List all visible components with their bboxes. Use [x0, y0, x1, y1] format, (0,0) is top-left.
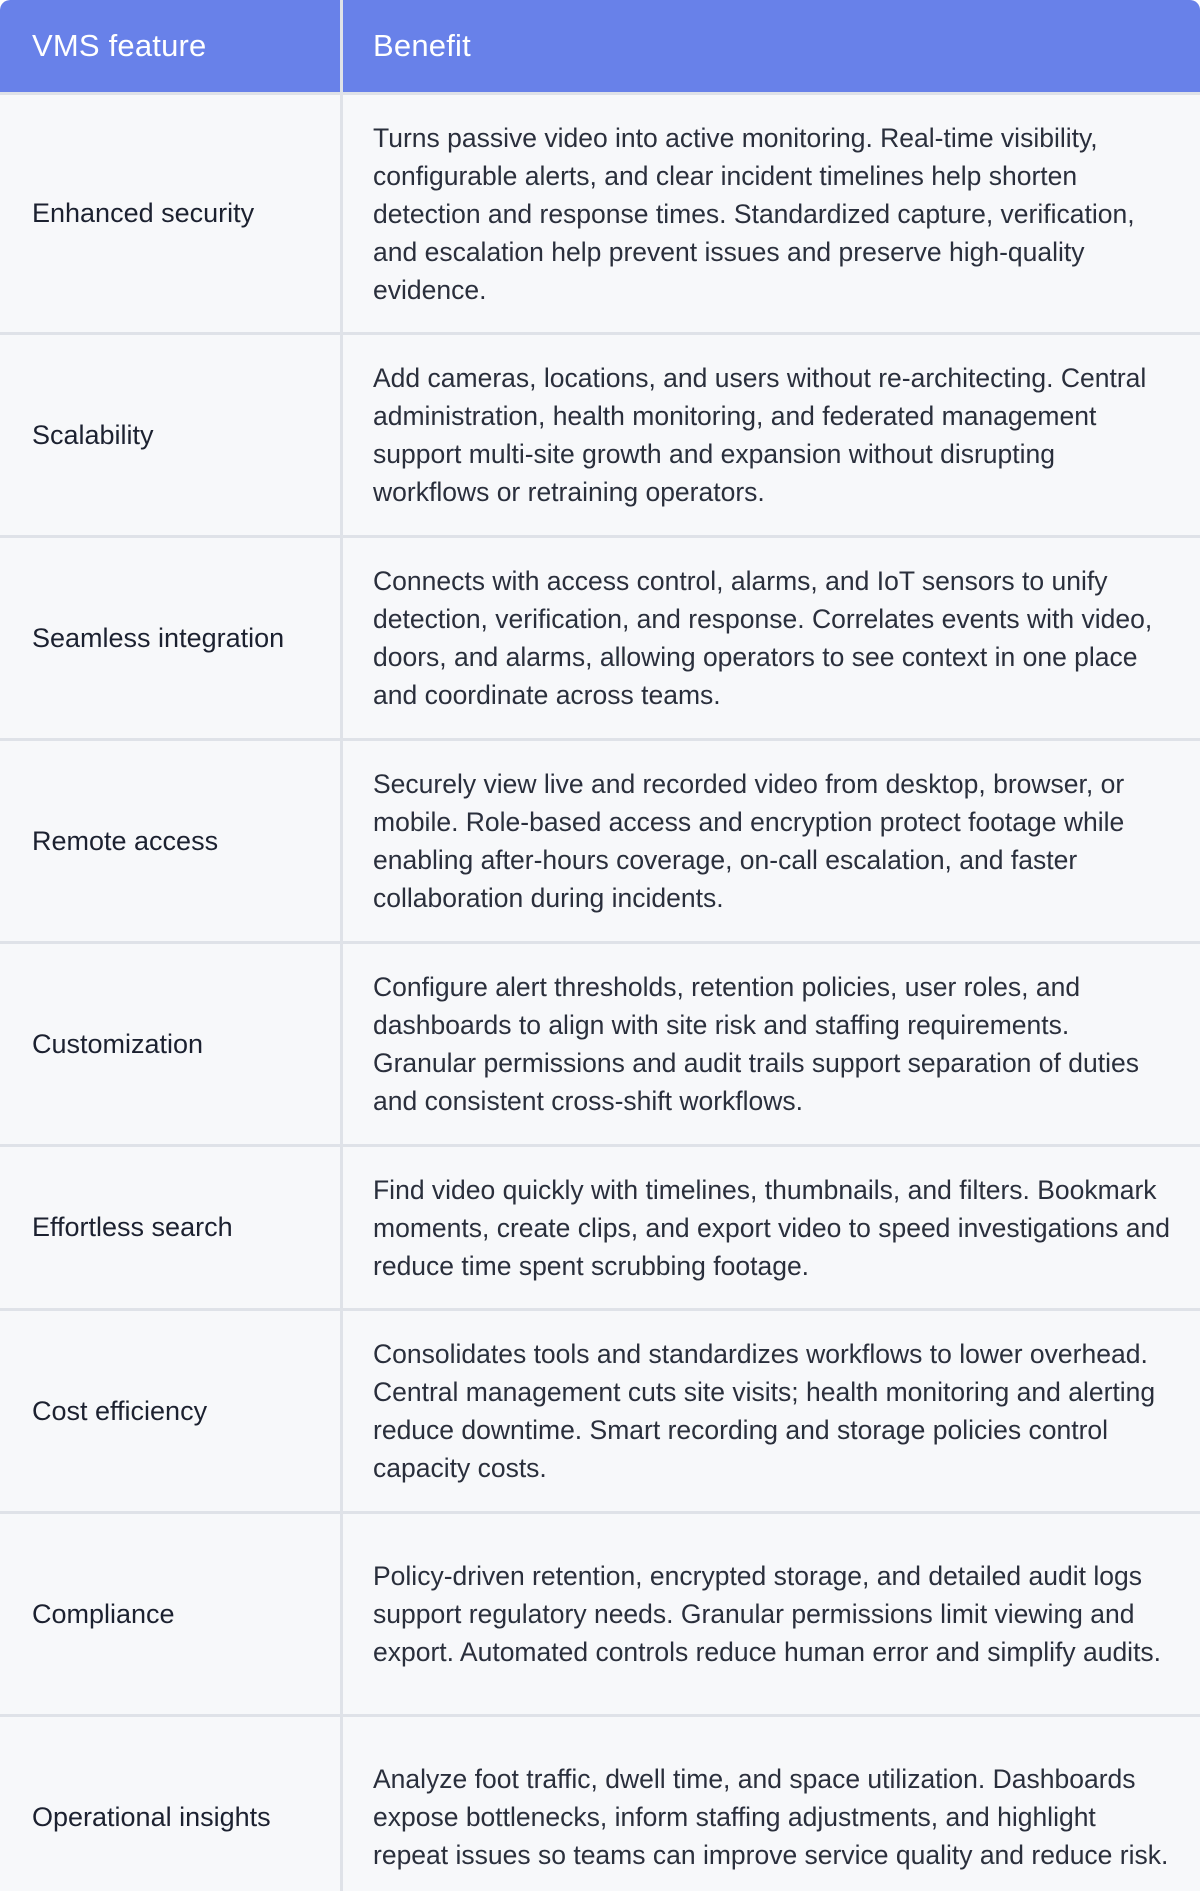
- benefit-cell: Turns passive video into active monitoring. Real-time visibility, configurable alerts, and clear incident timelines help shorten detection and response times. Standardized capture, verification, and escalation help prevent issues and preserve high-quality evidence.: [343, 95, 1200, 332]
- benefit-cell: Find video quickly with timelines, thumbnails, and filters. Bookmark moments, create clips, and export video to speed investigations and reduce time spent scrubbing footage.: [343, 1147, 1200, 1308]
- feature-cell: Cost efficiency: [0, 1311, 340, 1511]
- benefit-cell: Configure alert thresholds, retention policies, user roles, and dashboards to align with site risk and staffing requirements. Granular permissions and audit trails support separation of duties and consistent cross-shift workflows.: [343, 944, 1200, 1144]
- benefit-cell: Add cameras, locations, and users without re-architecting. Central administration, health monitoring, and federated management support multi-site growth and expansion without disrupting workflows or retraining operators.: [343, 335, 1200, 535]
- benefit-cell: Connects with access control, alarms, and IoT sensors to unify detection, verification, and response. Correlates events with video, doors, and alarms, allowing operators to see context in one place and coordinate across teams.: [343, 538, 1200, 738]
- feature-cell: Compliance: [0, 1514, 340, 1714]
- header-feature: VMS feature: [0, 0, 340, 92]
- feature-cell: Customization: [0, 944, 340, 1144]
- feature-cell: Scalability: [0, 335, 340, 535]
- benefit-cell: Policy-driven retention, encrypted storage, and detailed audit logs support regulatory needs. Granular permissions limit viewing and export. Automated controls reduce human error and simplify audits.: [343, 1514, 1200, 1714]
- benefit-cell: Consolidates tools and standardizes workflows to lower overhead. Central management cuts site visits; health monitoring and alerting reduce downtime. Smart recording and storage policies control capacity costs.: [343, 1311, 1200, 1511]
- benefit-cell: Securely view live and recorded video from desktop, browser, or mobile. Role-based access and encryption protect footage while enabling after-hours coverage, on-call escalation, and faster collaboration during incidents.: [343, 741, 1200, 941]
- feature-cell: Operational insights: [0, 1717, 340, 1891]
- header-benefit: Benefit: [343, 0, 1200, 92]
- benefit-cell: Analyze foot traffic, dwell time, and space utilization. Dashboards expose bottlenecks, inform staffing adjustments, and highlight repeat issues so teams can improve service quality and reduce risk.: [343, 1717, 1200, 1891]
- feature-cell: Effortless search: [0, 1147, 340, 1308]
- feature-cell: Seamless integration: [0, 538, 340, 738]
- feature-cell: Enhanced security: [0, 95, 340, 332]
- feature-cell: Remote access: [0, 741, 340, 941]
